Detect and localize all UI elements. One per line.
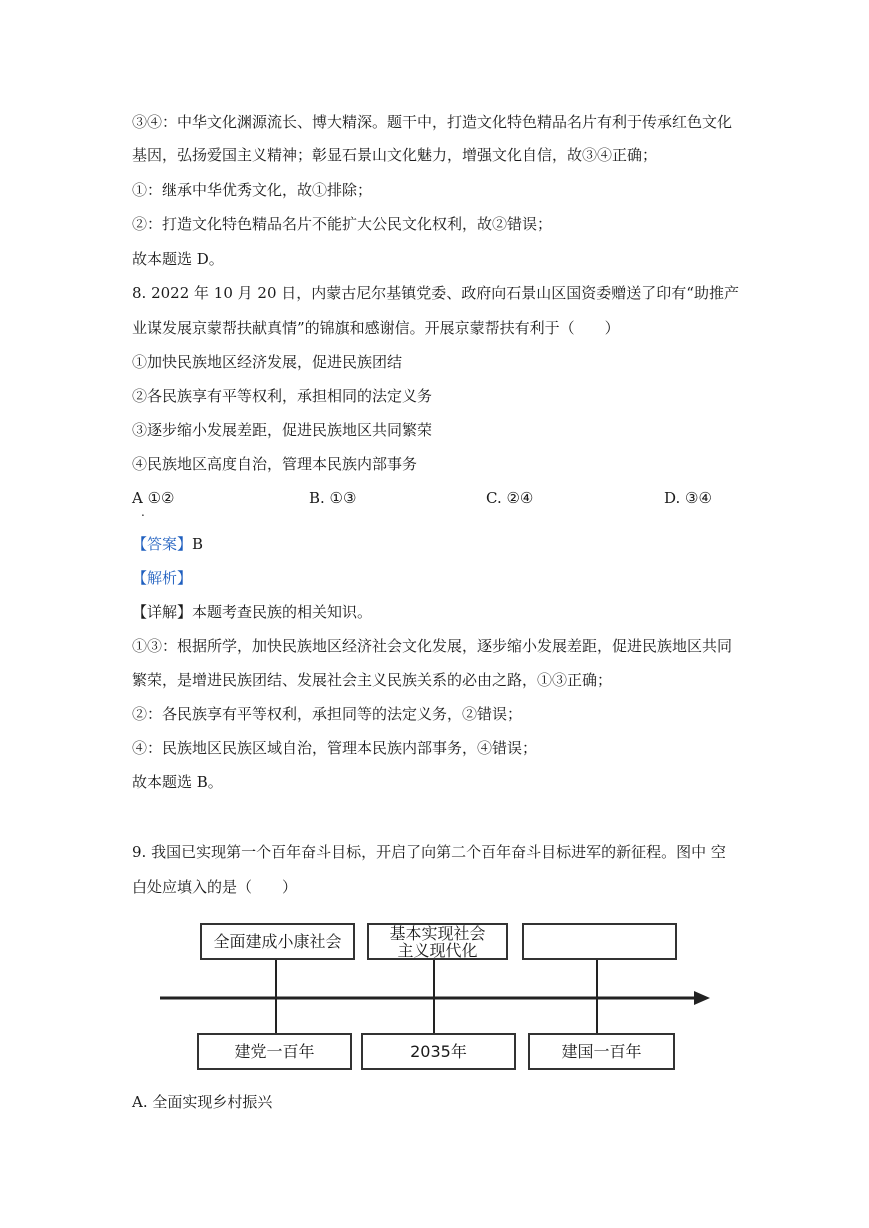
q8-detail-5: ④：民族地区民族区域自治，管理本民族内部事务，④错误； bbox=[132, 739, 538, 757]
top-box-2 bbox=[367, 923, 508, 960]
top-box-1: 全面建成小康社会 bbox=[200, 923, 355, 960]
q8-item-4: ④民族地区高度自治，管理本民族内部事务 bbox=[132, 455, 418, 473]
q7-analysis-line-1: ③④：中华文化渊源流长、博大精深。题干中，打造文化特色精品名片有利于传承红色文化 bbox=[132, 113, 733, 131]
q8-detail-4: ②：各民族享有平等权利，承担同等的法定义务，②错误； bbox=[132, 705, 523, 723]
q8-option-c: C. ②④ bbox=[486, 489, 534, 507]
q8-stem-line-2: 业谋发展京蒙帮扶献真情”的锦旗和感谢信。开展京蒙帮扶有利于（ ） bbox=[132, 319, 620, 337]
q9-stem-line-1: 9. 我国已实现第一个百年奋斗目标，开启了向第二个百年奋斗目标进军的新征程。图中 空 bbox=[132, 843, 726, 861]
q8-stem-line-1: 8. 2022 年 10 月 20 日，内蒙古尼尔基镇党委、政府向石景山区国资委赠送了印有“助推产 bbox=[132, 284, 739, 302]
q8-detail-3: 繁荣，是增进民族团结、发展社会主义民族关系的必由之路，①③正确； bbox=[132, 671, 613, 689]
q8-option-b: B. ①③ bbox=[309, 489, 357, 507]
q8-detail-2: ①③：根据所学，加快民族地区经济社会文化发展，逐步缩小发展差距，促进民族地区共同 bbox=[132, 637, 733, 655]
q8-item-3: ③逐步缩小发展差距，促进民族地区共同繁荣 bbox=[132, 421, 433, 439]
bottom-box-3: 建国一百年 bbox=[528, 1033, 675, 1070]
timeline-arrowhead bbox=[694, 991, 710, 1005]
q8-conclusion: 故本题选 B。 bbox=[132, 773, 223, 791]
bottom-box-1: 建党一百年 bbox=[197, 1033, 352, 1070]
q8-option-a-dot: . bbox=[141, 505, 145, 519]
q7-conclusion: 故本题选 D。 bbox=[132, 250, 224, 268]
q7-analysis-line-2: 基因，弘扬爱国主义精神；彰显石景山文化魅力，增强文化自信，故③④正确； bbox=[132, 146, 658, 164]
bottom-box-2: 2035年 bbox=[361, 1033, 516, 1070]
q9-stem-line-2: 白处应填入的是（ ） bbox=[132, 878, 298, 896]
q8-option-d: D. ③④ bbox=[664, 489, 712, 507]
q8-item-1: ①加快民族地区经济发展，促进民族团结 bbox=[132, 353, 403, 371]
top-box-2-line-1: 基本实现社会 bbox=[389, 923, 486, 943]
q8-analysis-label: 【解析】 bbox=[132, 569, 193, 587]
q7-analysis-line-3: ①：继承中华优秀文化，故①排除； bbox=[132, 181, 373, 199]
top-box-2-line-2: 主义现代化 bbox=[397, 940, 478, 960]
answer-value: B bbox=[192, 535, 204, 553]
q8-detail-1: 【详解】本题考查民族的相关知识。 bbox=[132, 603, 373, 621]
q9-option-a: A. 全面实现乡村振兴 bbox=[132, 1093, 273, 1111]
q8-item-2: ②各民族享有平等权利，承担相同的法定义务 bbox=[132, 387, 433, 405]
answer-label: 【答案】 bbox=[132, 535, 193, 553]
q8-option-a: A ①② bbox=[132, 489, 175, 507]
top-box-blank bbox=[522, 923, 677, 960]
q7-analysis-line-4: ②：打造文化特色精品名片不能扩大公民文化权利，故②错误； bbox=[132, 215, 553, 233]
